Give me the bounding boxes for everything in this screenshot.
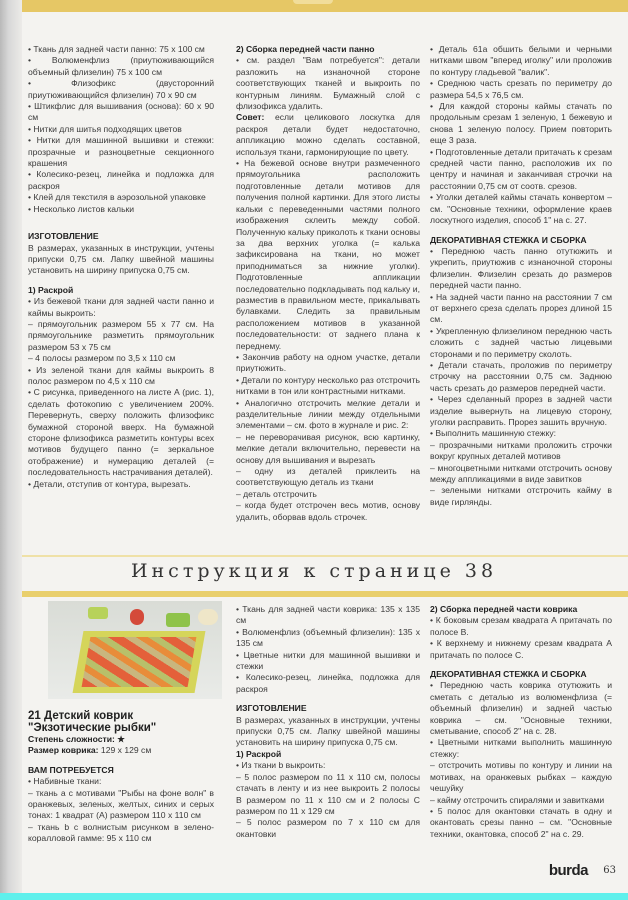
paragraph: • Аналогично отстрочить мелкие детали и разделительные линии между отдельными элементами – см. фото в журнале и рис. 2: bbox=[236, 397, 420, 431]
making-text: В размерах, указанных в инструкции, учтены припуски 0,75 см. Лапку швейной машины установить на ширину припуска 0,75 см. bbox=[236, 714, 420, 748]
star-icon: ★ bbox=[117, 734, 125, 744]
section-rule-top bbox=[22, 555, 628, 557]
step-item: • Деталь 61а обшить белыми и черными нитками швом "вперед иголку" или проложив по контуру гладьевой "валик". bbox=[430, 44, 612, 77]
cut-item: • Из ткани b выкроить: bbox=[236, 760, 326, 771]
tip-paragraph bbox=[236, 112, 420, 158]
making-heading: ИЗГОТОВЛЕНИЕ bbox=[236, 703, 307, 714]
tip-label: Совет: bbox=[236, 112, 265, 123]
top-column-3 bbox=[430, 44, 612, 508]
need-heading: ВАМ ПОТРЕБУЕТСЯ bbox=[28, 764, 114, 775]
deco-item: • На задней части панно на расстоянии 7 см от верхнего среза сделать прорез длиной 15 см. bbox=[430, 291, 612, 325]
assembly-heading: 2) Сборка передней части коврика bbox=[430, 604, 578, 614]
top-column-1 bbox=[28, 44, 214, 490]
deco-item: – кайму отстрочить спиралями и завитками bbox=[430, 794, 605, 805]
burda-logo: burda bbox=[548, 862, 588, 879]
material-item: – ткань а с мотивами "Рыбы на фоне волн" в оранжевых, зеленых, желтых, синих и серых тонах: 1 квадрат (А) размером 110 x 110 см bbox=[28, 787, 214, 821]
deco-item: • 5 полос для окантовки стачать в одну и окантовать срезы панно – см. "Основные техники, окантовка, способ 2" на с. 29. bbox=[430, 805, 612, 839]
rug-size bbox=[28, 745, 214, 756]
material-item: • Колесико-резец, линейка и подложка для раскроя bbox=[28, 169, 214, 191]
material-item: • Волюменфлиз (объемный флизелин): 135 x 135 см bbox=[236, 626, 420, 649]
assembly-heading: 2) Сборка передней части панно bbox=[236, 44, 375, 54]
cut-item: – 5 полос размером по 11 x 110 см, полосы стачать в ленту и из нее выкроить 2 полосы В размером по 11 x 110 см и 2 полосы С размером по 11 x 129 см bbox=[236, 771, 420, 816]
deco-item: • Укрепленную флизелином переднюю часть сложить с задней частью лицевыми сторонами и по периметру сколоть. bbox=[430, 325, 612, 359]
making-heading: ИЗГОТОВЛЕНИЕ bbox=[28, 231, 99, 242]
toy-plush bbox=[198, 609, 218, 625]
dash-item: – когда будет отстрочен весь мотив, основу удалить, оборвав вдоль строчек. bbox=[236, 500, 420, 522]
cut-item: • Из бежевой ткани для задней части панно и каймы выкроить: bbox=[28, 296, 214, 318]
material-item: • Несколько листов кальки bbox=[28, 203, 135, 214]
toy-doll bbox=[130, 609, 144, 625]
deco-item: • Выполнить машинную стежку: bbox=[430, 428, 557, 439]
step-item: • Среднюю часть срезать по периметру до размера 54,5 x 76,5 см. bbox=[430, 78, 612, 100]
step-item: • Подготовленные детали притачать к срезам средней части панно, расположив их по центру и начиная и заканчивая строчки на расстоянии 0,75 см от соотв. срезов. bbox=[430, 146, 612, 191]
material-item: • Флизофикс (двусторонний приутюживающийся флизелин) 70 x 90 см bbox=[28, 78, 214, 100]
dash-item: – не переворачивая рисунок, всю картинку, мелкие детали включительно, перевести на основу для вышивания и вырезать bbox=[236, 431, 420, 465]
material-item: • Нитки для шитья подходящих цветов bbox=[28, 123, 182, 134]
deco-item: – отстрочить мотивы по контуру и линии на мотивах, на оранжевых рыбках – каждую чешуйку bbox=[430, 760, 612, 794]
deco-item: – прозрачными нитками проложить строчки вокруг крупных деталей мотивов bbox=[430, 439, 612, 462]
rug-photo bbox=[48, 601, 222, 699]
page-gutter bbox=[0, 0, 22, 900]
material-item: • Цветные нитки для машинной вышивки и стежки bbox=[236, 649, 420, 672]
step-item: • К боковым срезам квадрата А притачать по полосе В. bbox=[430, 615, 612, 637]
difficulty-label: Степень сложности: bbox=[28, 734, 115, 744]
section-rule-bottom bbox=[22, 591, 628, 597]
step-item: • Для каждой стороны каймы стачать по продольным срезам 1 зеленую, 1 бежевую и снова 1 зеленую полосу. Прием повторить еще 3 раза. bbox=[430, 101, 612, 146]
paragraph: • Детали по контуру несколько раз отстрочить нитками в тон или контрастными нитками. bbox=[236, 374, 420, 397]
deco-heading: ДЕКОРАТИВНАЯ СТЕЖКА И СБОРКА bbox=[430, 669, 587, 680]
cut-item: – 4 полосы размером по 3,5 x 110 см bbox=[28, 353, 176, 364]
top-column-2 bbox=[236, 44, 420, 523]
step-item: • Уголки деталей каймы стачать конвертом – см. "Основные техники, оформление краев лоскутного изделия, способ 1" на с. 27. bbox=[430, 192, 612, 226]
toy-box bbox=[166, 613, 190, 627]
material-item: • Штикфлис для вышивания (основа): 60 x 90 см bbox=[28, 101, 214, 123]
material-item: • Колесико-резец, линейка, подложка для раскроя bbox=[236, 672, 420, 694]
cut-item: • Детали, отступив от контура, вырезать. bbox=[28, 478, 191, 489]
difficulty bbox=[28, 734, 214, 745]
material-item: • Ткань для задней части коврика: 135 x 135 см bbox=[236, 604, 420, 626]
material-item: – ткань b с волнистым рисунком в зелено-коралловой гамме: 95 x 110 см bbox=[28, 821, 214, 844]
making-text: В размерах, указанных в инструкции, учтены припуски 0,75 см. Лапку швейной машины установить на ширину припуска 0,75 см. bbox=[28, 242, 214, 276]
cut-heading: 1) Раскрой bbox=[236, 748, 282, 759]
section-title: Инструкция к странице 38 bbox=[130, 560, 498, 582]
cut-item: – прямоугольник размером 55 x 77 см. На прямоугольнике разметить прямоугольник размером 53 x 75 см bbox=[28, 318, 214, 352]
cut-item: • С рисунка, приведенного на листе А (рис. 1), сделать фотокопию с увеличением 200%. Перевернуть, сверху положить флизофикс бумажной стороной вверх. На бумажной стороне флизофикса разметить контуры всех мотивов будущего панно (= зеркальное отображение) и нумерацию деталей (= последовательность настрачивания деталей). bbox=[28, 387, 214, 478]
dash-item: – деталь отстрочить bbox=[236, 488, 317, 499]
deco-item: – многоцветными нитками отстрочить основу между аппликациями в виде завитков bbox=[430, 462, 612, 485]
size-value: 129 x 129 см bbox=[98, 745, 152, 756]
deco-item: • Детали стачать, проложив по периметру строчку на расстоянии 0,75 см. Заднюю часть срезать до размеров передней части. bbox=[430, 359, 612, 393]
deco-heading: ДЕКОРАТИВНАЯ СТЕЖКА И СБОРКА bbox=[430, 234, 587, 245]
rug-image bbox=[73, 631, 206, 693]
size-label: Размер коврика: bbox=[28, 745, 99, 756]
material-item: • Ткань для задней части панно: 75 x 100 см bbox=[28, 44, 205, 54]
paragraph: • Закончив работу на одном участке, детали приутюжить. bbox=[236, 351, 420, 374]
cut-heading: 1) Раскрой bbox=[28, 284, 74, 295]
page-number: 63 bbox=[603, 865, 616, 876]
material-item: • Волюменфлиз (приутюживающийся объемный флизелин) 75 x 100 см bbox=[28, 55, 214, 77]
deco-item: • Переднюю часть панно отутюжить и укрепить, приутюжив с изнаночной стороны флизелин. Флизелин срезать до размеров передней части панно. bbox=[430, 245, 612, 291]
deco-item: – зелеными нитками отстрочить кайму в виде гирлянды. bbox=[430, 485, 612, 507]
cut-item: – 5 полос размером по 7 x 110 см для окантовки bbox=[236, 817, 420, 839]
material-item: • Клей для текстиля в аэрозольной упаковке bbox=[28, 192, 206, 203]
deco-item: • Переднюю часть коврика отутюжить и сметать с деталью из волюменфлиза (= объемный флизелин) и задней частью коврика – см. "Основные техники, сметывание, способ 2" на с. 28. bbox=[430, 680, 612, 737]
paragraph: • На бежевой основе внутри размеченного прямоугольника расположить подготовленные детали мотивов для получения полной картинки. Для этого листы кальки с переведенными частями полного изображения склеить между собой. Полученную кальку приколоть к ткани основы за два верхних уголка (= калька зафиксирована на ткани, но может приподниматься за нижние уголки). Подготовленные аппликации последовательно подкладывать под кальку и, разместив в правильном месте, прикалывать булавками. Следить за правильным расположением мотивов в указанной последовательности: от заднего плана к переднему. bbox=[236, 158, 420, 351]
deco-item: • Цветными нитками выполнить машинную стежку: bbox=[430, 737, 612, 759]
deco-item: • Через сделанный прорез в задней части изделие вывернуть на лицевую сторону, уголки расправить. Прорез зашить вручную. bbox=[430, 394, 612, 427]
paragraph: • см. раздел "Вам потребуется": детали разложить на изнаночной стороне соответствующих тканей и выкроить по контурным линиям. Бумажный слой с флизофикса удалить. bbox=[236, 55, 420, 112]
bottom-color-band bbox=[0, 893, 628, 900]
project-title: 21 Детский коврик "Экзотические рыбки" bbox=[28, 710, 157, 734]
bottom-column-1 bbox=[28, 710, 214, 845]
bottom-column-3 bbox=[430, 604, 612, 840]
toy-shoes bbox=[88, 607, 108, 619]
cut-item: • Из зеленой ткани для каймы выкроить 8 полос размером по 4,5 x 110 см bbox=[28, 364, 214, 386]
step-item: • К верхнему и нижнему срезам квадрата А притачать по полосе С. bbox=[430, 638, 612, 660]
material-item: • Нитки для машинной вышивки и стежки: прозрачные и разноцветные секционного крашения bbox=[28, 135, 214, 169]
top-banner-tab bbox=[293, 0, 333, 4]
dash-item: – одну из деталей приклеить на соответствующую деталь из ткани bbox=[236, 466, 420, 488]
bottom-column-2 bbox=[236, 604, 420, 840]
material-item: • Набивные ткани: bbox=[28, 776, 102, 787]
tip-text: если целикового лоскутка для раскроя детали будет недостаточно, аппликацию можно сделать составной, используя ткани, гармонирующие по цвету. bbox=[236, 112, 420, 157]
